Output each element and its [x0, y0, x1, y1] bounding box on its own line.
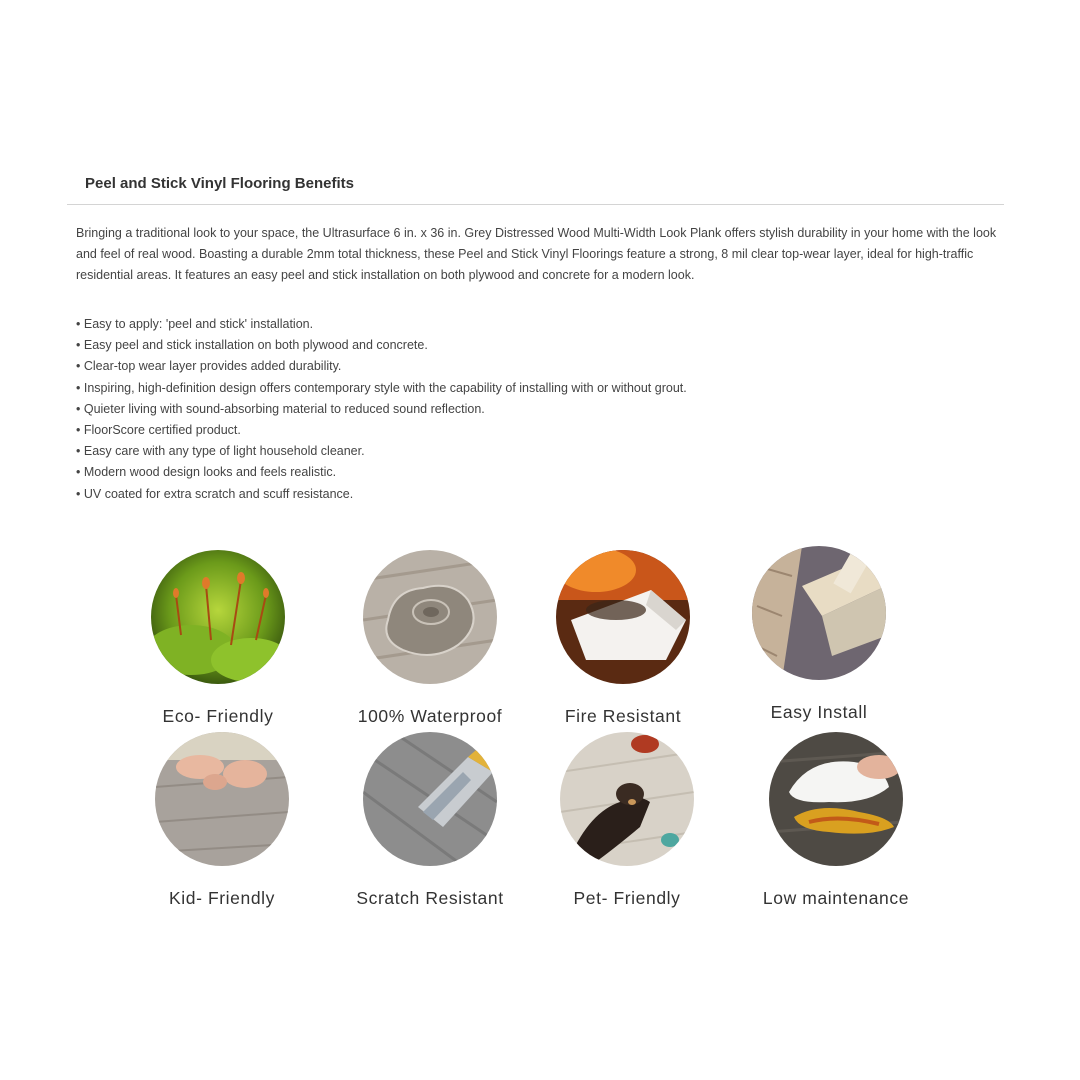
heading-divider: [67, 204, 1004, 205]
list-item: • Clear-top wear layer provides added durability.: [76, 356, 1006, 377]
list-item: • Quieter living with sound-absorbing material to reduced sound reflection.: [76, 399, 1006, 420]
feature-label: Fire Resistant: [564, 706, 682, 726]
feature-label: Pet- Friendly: [573, 888, 681, 908]
baby-feet-photo: [155, 732, 289, 866]
feature-label: Scratch Resistant: [356, 888, 504, 908]
feature-fire-resistant: [523, 550, 723, 727]
moss-photo: [151, 550, 285, 684]
burning-paper-photo: [556, 550, 690, 684]
water-puddle-photo: [363, 550, 497, 684]
list-item: • Easy to apply: 'peel and stick' installation.: [76, 314, 1006, 335]
list-item: • Easy care with any type of light household cleaner.: [76, 441, 1006, 462]
list-item: • Easy peel and stick installation on both plywood and concrete.: [76, 335, 1006, 356]
feature-label: Easy Install: [770, 702, 868, 722]
feature-kid-friendly: [122, 732, 322, 909]
puppy-photo: [560, 732, 694, 866]
benefits-list: [76, 314, 1006, 505]
feature-label: Low maintenance: [762, 888, 910, 908]
list-item: • FloorScore certified product.: [76, 420, 1006, 441]
utility-knife-photo: [363, 732, 497, 866]
list-item: • Modern wood design looks and feels realistic.: [76, 462, 1006, 483]
section-title: Peel and Stick Vinyl Flooring Benefits: [85, 175, 354, 192]
feature-label: Eco- Friendly: [162, 706, 274, 726]
feature-label: 100% Waterproof: [357, 706, 503, 726]
feature-low-maintenance: [736, 732, 936, 909]
feature-pet-friendly: [527, 732, 727, 909]
feature-waterproof: [330, 550, 530, 727]
intro-paragraph: Bringing a traditional look to your space, the Ultrasurface 6 in. x 36 in. Grey Distressed Wood Multi-Width Look Plank offers stylish durability in your home with the look and feel of real wood. Boasting a durable 2mm total thickness, these Peel and Stick Vinyl Floorings feature a strong, 8 mil clear top-wear layer, ideal for high-traffic residential areas. It features an easy peel and stick installation on both plywood and concrete for a modern look.: [76, 226, 997, 282]
feature-easy-install: [719, 546, 919, 723]
feature-scratch-resistant: [330, 732, 530, 909]
list-item: • Inspiring, high-definition design offers contemporary style with the capability of installing with or without grout.: [76, 378, 1006, 399]
feature-label: Kid- Friendly: [168, 888, 276, 908]
feature-eco-friendly: [118, 550, 318, 727]
list-item: • UV coated for extra scratch and scuff resistance.: [76, 484, 1006, 505]
wiping-cloth-photo: [769, 732, 903, 866]
plank-install-photo: [752, 546, 886, 680]
